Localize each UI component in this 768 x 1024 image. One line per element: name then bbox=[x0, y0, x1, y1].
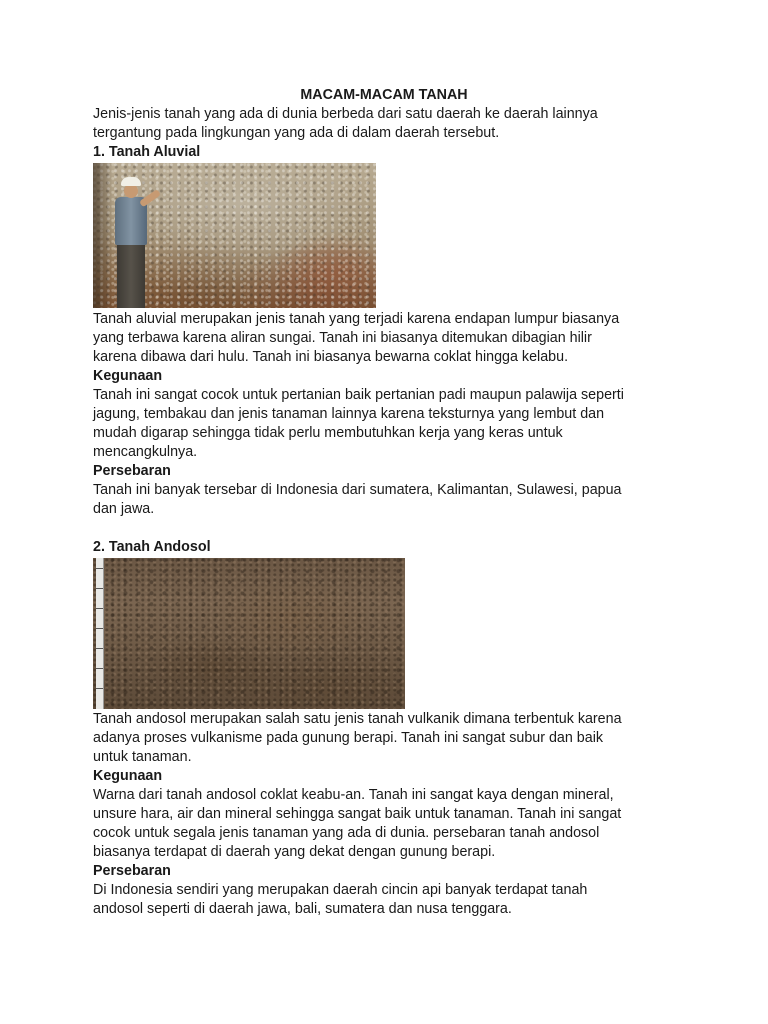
scale-tick bbox=[96, 588, 103, 589]
persebaran-line: dan jawa. bbox=[93, 501, 155, 517]
kegunaan-line: biasanya terdapat di daerah yang dekat dengan gunung berapi. bbox=[93, 844, 496, 860]
photo-shadow bbox=[93, 163, 113, 308]
aluvial-soil-photo bbox=[93, 163, 376, 308]
measuring-scale bbox=[96, 558, 104, 709]
kegunaan-line: mencangkulnya. bbox=[93, 444, 198, 460]
kegunaan-line: unsure hara, air dan mineral sehingga sangat baik untuk tanaman. Tanah ini sangat bbox=[93, 806, 622, 822]
kegunaan-line: mudah digarap sehingga tidak perlu membutuhkan kerja yang keras untuk bbox=[93, 425, 563, 441]
scale-tick bbox=[96, 648, 103, 649]
kegunaan-line: Warna dari tanah andosol coklat keabu-an. Tanah ini sangat kaya dengan mineral, bbox=[93, 787, 614, 803]
description-line: untuk tanaman. bbox=[93, 749, 192, 765]
geologist-figure bbox=[111, 177, 151, 308]
section-heading-andosol: 2. Tanah Andosol bbox=[93, 539, 211, 555]
document-page bbox=[93, 86, 683, 919]
scale-tick bbox=[96, 668, 103, 669]
kegunaan-heading: Kegunaan bbox=[93, 368, 163, 384]
section-heading-aluvial: 1. Tanah Aluvial bbox=[93, 144, 201, 160]
description-line: yang terbawa karena aliran sungai. Tanah ini biasanya ditemukan dibagian hilir bbox=[93, 330, 592, 346]
kegunaan-line: cocok untuk segala jenis tanaman yang ada di dunia. persebaran tanah andosol bbox=[93, 825, 600, 841]
intro-line: Jenis-jenis tanah yang ada di dunia berbeda dari satu daerah ke daerah lainnya bbox=[93, 106, 598, 122]
page-title: MACAM-MACAM TANAH bbox=[300, 87, 468, 103]
description-line: Tanah aluvial merupakan jenis tanah yang terjadi karena endapan lumpur biasanya bbox=[93, 311, 620, 327]
kegunaan-heading: Kegunaan bbox=[93, 768, 163, 784]
andosol-soil-photo bbox=[93, 558, 405, 709]
persebaran-heading: Persebaran bbox=[93, 863, 171, 879]
description-line: adanya proses vulkanisme pada gunung berapi. Tanah ini sangat subur dan baik bbox=[93, 730, 604, 746]
persebaran-line: Tanah ini banyak tersebar di Indonesia dari sumatera, Kalimantan, Sulawesi, papua bbox=[93, 482, 622, 498]
figure-hat bbox=[121, 177, 141, 186]
figure-head bbox=[124, 184, 138, 198]
scale-tick bbox=[96, 688, 103, 689]
persebaran-line: andosol seperti di daerah jawa, bali, sumatera dan nusa tenggara. bbox=[93, 901, 512, 917]
scale-tick bbox=[96, 608, 103, 609]
scale-tick bbox=[96, 628, 103, 629]
scale-tick bbox=[96, 568, 103, 569]
persebaran-line: Di Indonesia sendiri yang merupakan daerah cincin api banyak terdapat tanah bbox=[93, 882, 588, 898]
intro-line: tergantung pada lingkungan yang ada di dalam daerah tersebut. bbox=[93, 125, 500, 141]
description-line: Tanah andosol merupakan salah satu jenis tanah vulkanik dimana terbentuk karena bbox=[93, 711, 622, 727]
figure-legs bbox=[117, 243, 145, 308]
description-line: karena dibawa dari hulu. Tanah ini biasanya bewarna coklat hingga kelabu. bbox=[93, 349, 569, 365]
photo-texture bbox=[93, 558, 405, 709]
persebaran-heading: Persebaran bbox=[93, 463, 171, 479]
section-spacer bbox=[93, 519, 683, 538]
kegunaan-line: jagung, tembakau dan jenis tanaman lainnya karena teksturnya yang lembut dan bbox=[93, 406, 605, 422]
kegunaan-line: Tanah ini sangat cocok untuk pertanian baik pertanian padi maupun palawija seperti bbox=[93, 387, 624, 403]
